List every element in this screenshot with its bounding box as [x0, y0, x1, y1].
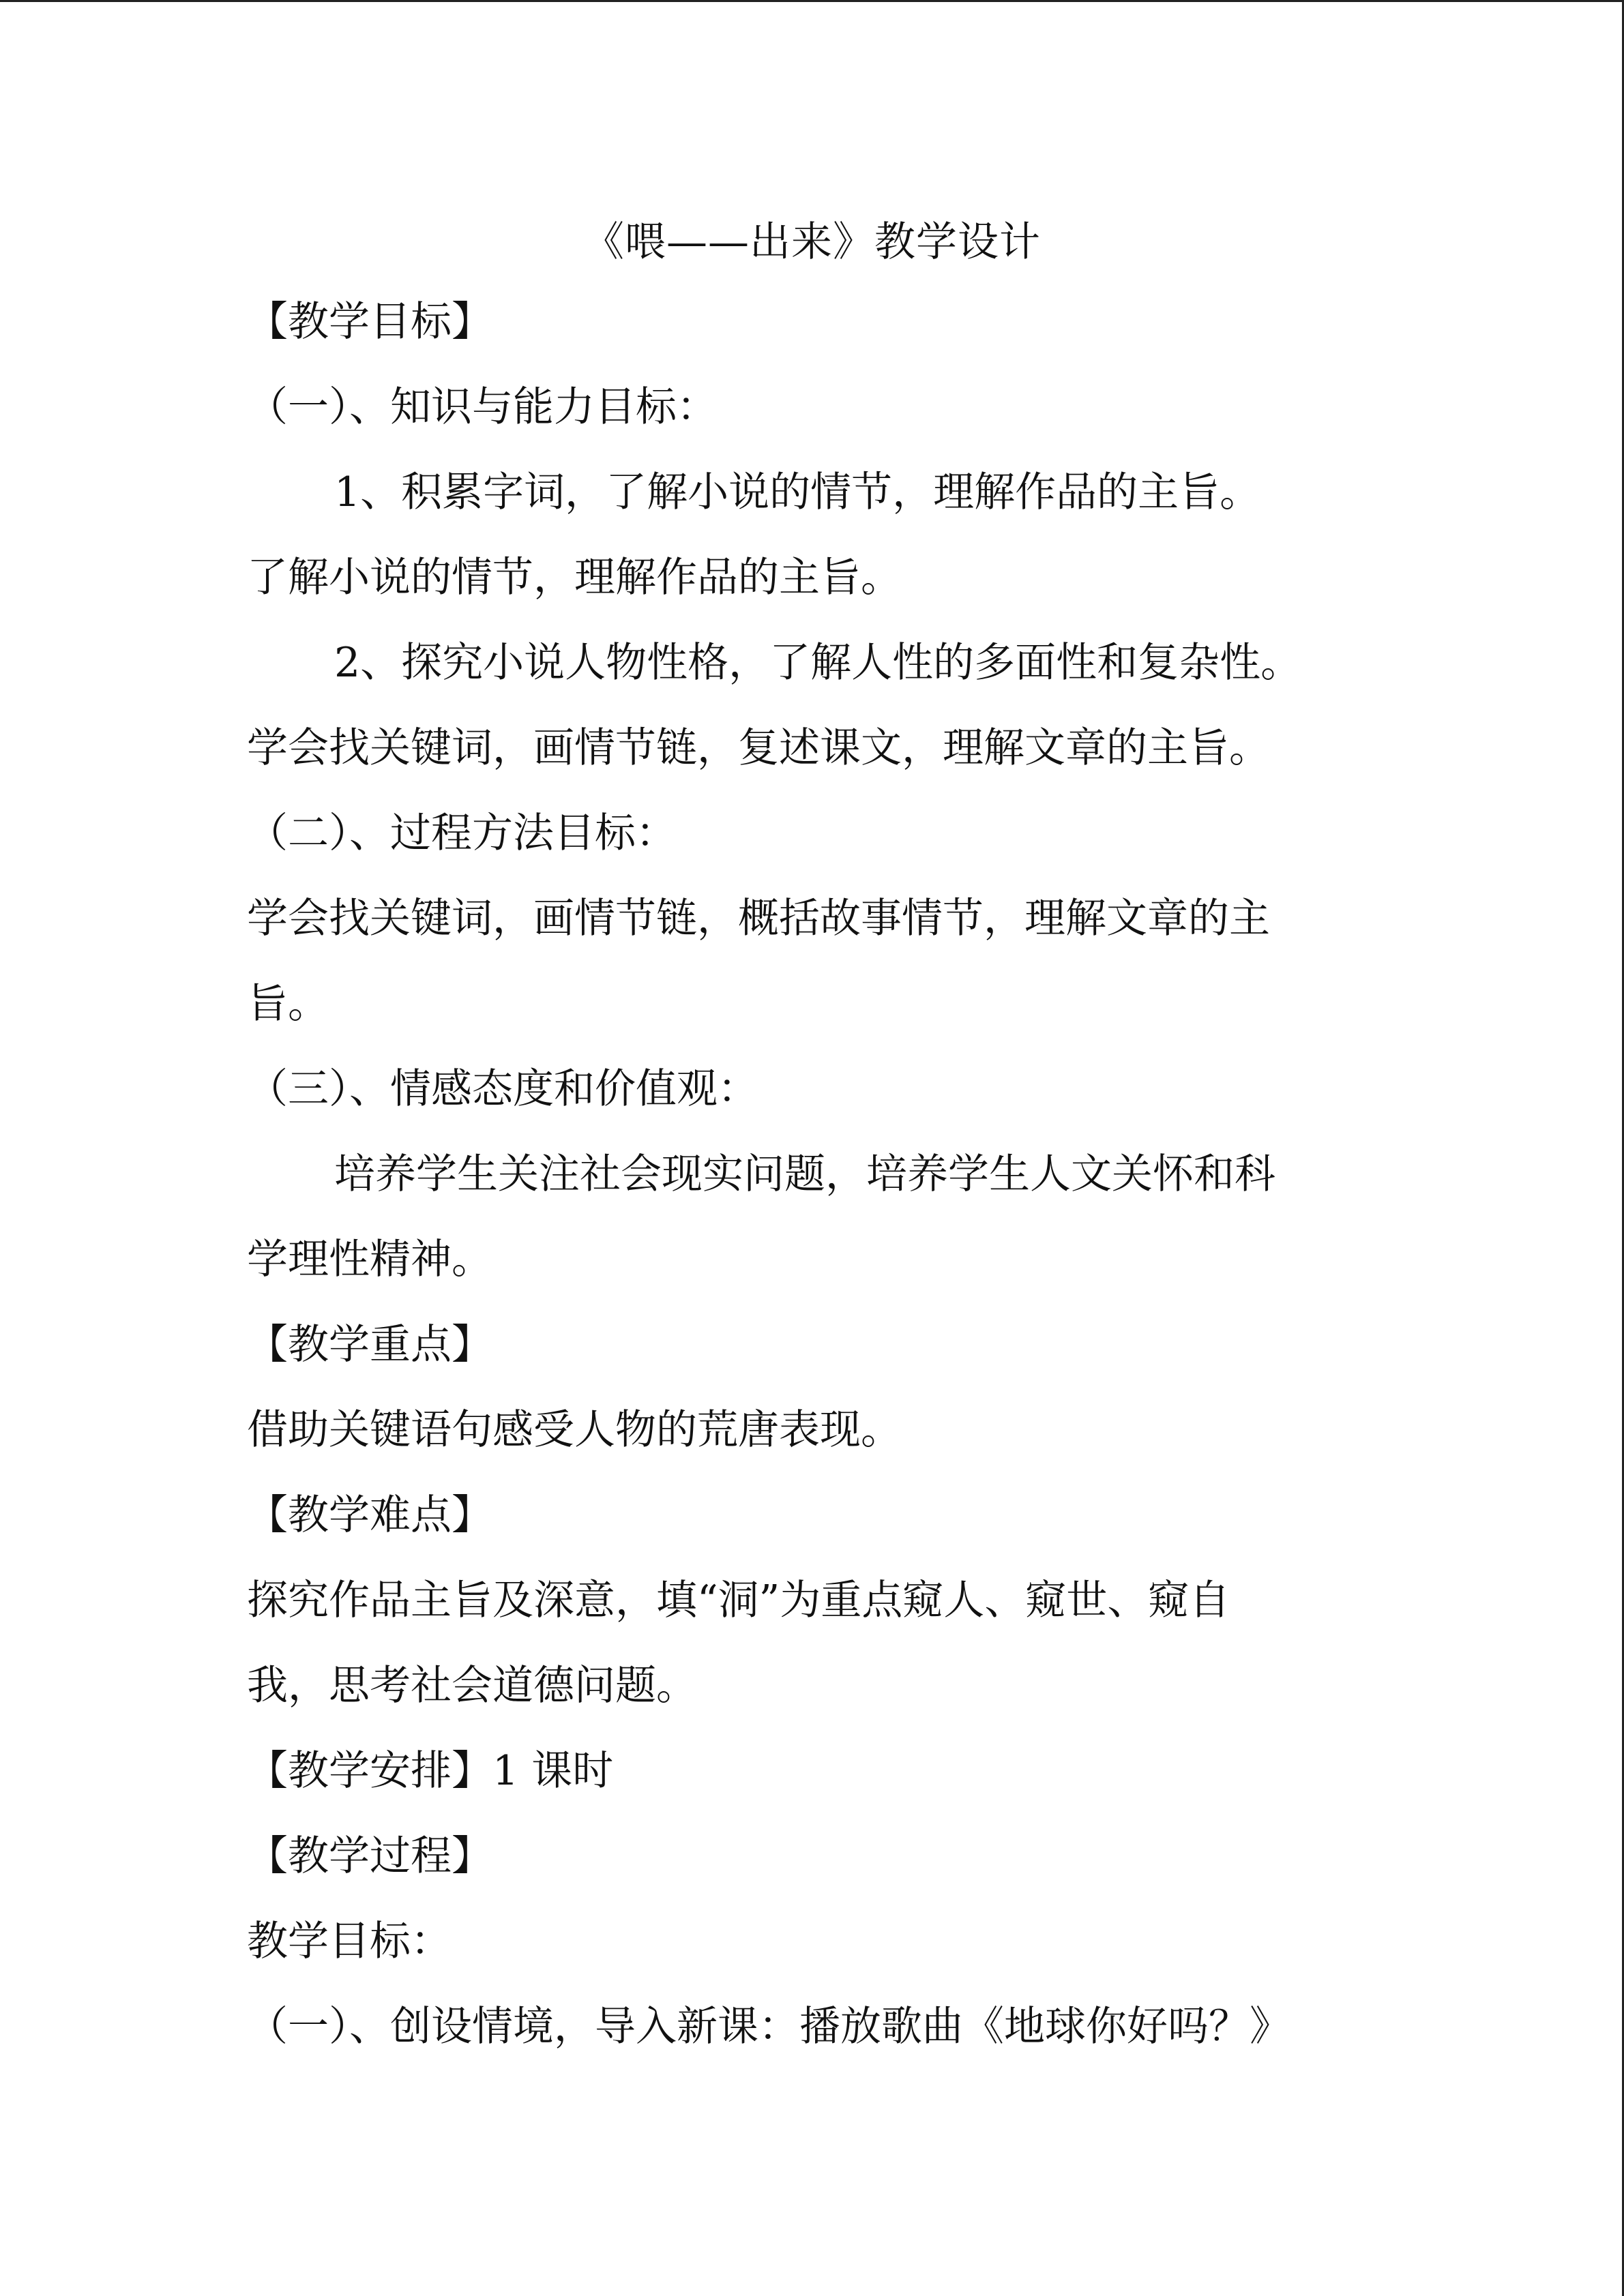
paragraph-line: 学会找关键词，画情节链，复述课文，理解文章的主旨。	[247, 724, 1270, 772]
paragraph-line: 学会找关键词，画情节链，概括故事情节，理解文章的主	[247, 895, 1270, 942]
paragraph-line: 学理性精神。	[247, 1236, 492, 1283]
subheading-process-method: （二）、过程方法目标：	[247, 809, 677, 857]
subheading-emotion-values: （三）、情感态度和价值观：	[247, 1065, 758, 1113]
paragraph-line: 了解小说的情节，理解作品的主旨。	[247, 554, 902, 601]
section-heading-arrangement: 【教学安排】1 课时	[247, 1747, 614, 1795]
document-title: 《喂——出来》教学设计	[583, 218, 1041, 266]
goal-item-2: 2、探究小说人物性格，了解人性的多面性和复杂性。	[334, 639, 1302, 687]
subheading-knowledge-ability: （一）、知识与能力目标：	[247, 383, 718, 431]
page-top-border	[0, 0, 1624, 2]
goal-item-1: 1、积累字词，了解小说的情节，理解作品的主旨。	[334, 468, 1261, 516]
paragraph-line: 借助关键语句感受人物的荒唐表现。	[247, 1406, 902, 1454]
paragraph-line: 探究作品主旨及深意，填“洞”为重点窥人、窥世、窥自	[247, 1577, 1230, 1624]
paragraph-line: 我，思考社会道德问题。	[247, 1662, 697, 1710]
document-body	[247, 280, 1352, 2070]
section-heading-teaching-goals: 【教学目标】	[247, 298, 492, 346]
subheading-introduction: （一）、创设情境，导入新课：播放歌曲《地球你好吗？》	[247, 2003, 1290, 2051]
section-heading-key-points: 【教学重点】	[247, 1321, 492, 1369]
paragraph-line: 旨。	[247, 980, 329, 1028]
section-heading-process: 【教学过程】	[247, 1832, 492, 1880]
paragraph-line: 培养学生关注社会现实问题，培养学生人文关怀和科	[334, 1150, 1275, 1198]
section-heading-difficulties: 【教学难点】	[247, 1491, 492, 1539]
paragraph-line: 教学目标：	[247, 1918, 452, 1965]
